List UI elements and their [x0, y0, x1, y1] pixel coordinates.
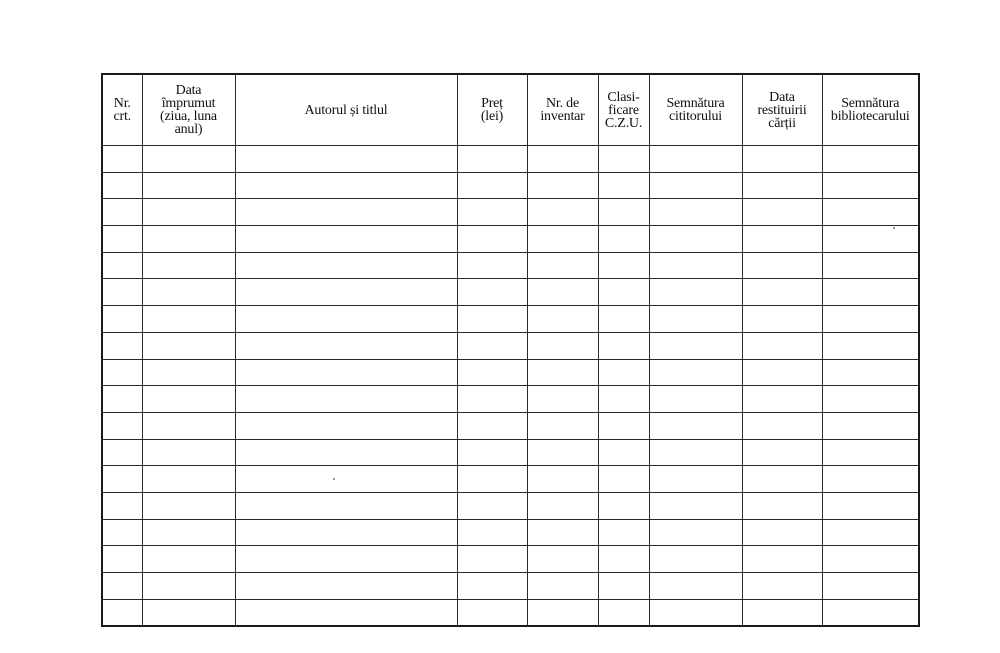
blank-cell-classification[interactable] [598, 252, 649, 279]
blank-cell-nr[interactable] [102, 573, 142, 600]
col-header-reader-signature [649, 74, 742, 146]
table-row [102, 252, 919, 279]
blank-cell-date_loan[interactable] [142, 466, 235, 493]
table-row [102, 146, 919, 173]
blank-cell-reader_signature[interactable] [649, 466, 742, 493]
blank-cell-author_title[interactable] [235, 146, 457, 173]
blank-cell-classification[interactable] [598, 146, 649, 173]
blank-cell-inventory[interactable] [527, 146, 598, 173]
blank-cell-date_loan[interactable] [142, 146, 235, 173]
blank-cell-librarian_signature[interactable] [822, 359, 919, 386]
table-row [102, 199, 919, 226]
blank-cell-price[interactable] [457, 546, 527, 573]
blank-cell-date_loan[interactable] [142, 226, 235, 253]
blank-cell-price[interactable] [457, 519, 527, 546]
blank-cell-inventory[interactable] [527, 306, 598, 333]
blank-cell-nr[interactable] [102, 252, 142, 279]
blank-cell-author_title[interactable] [235, 573, 457, 600]
blank-cell-inventory[interactable] [527, 492, 598, 519]
blank-cell-price[interactable] [457, 332, 527, 359]
blank-cell-reader_signature[interactable] [649, 306, 742, 333]
header-row [102, 74, 919, 146]
blank-cell-nr[interactable] [102, 412, 142, 439]
blank-cell-author_title[interactable] [235, 466, 457, 493]
blank-cell-classification[interactable] [598, 412, 649, 439]
blank-cell-nr[interactable] [102, 172, 142, 199]
blank-cell-librarian_signature[interactable] [822, 332, 919, 359]
blank-cell-author_title[interactable] [235, 332, 457, 359]
blank-cell-author_title[interactable] [235, 439, 457, 466]
blank-cell-reader_signature[interactable] [649, 546, 742, 573]
blank-cell-author_title[interactable] [235, 306, 457, 333]
blank-cell-reader_signature[interactable] [649, 252, 742, 279]
col-header-inventory [527, 74, 598, 146]
blank-cell-classification[interactable] [598, 306, 649, 333]
blank-cell-author_title[interactable] [235, 172, 457, 199]
blank-cell-inventory[interactable] [527, 466, 598, 493]
col-header-librarian-signature-line: Semnătura [841, 96, 900, 111]
blank-cell-date_loan[interactable] [142, 492, 235, 519]
blank-cell-classification[interactable] [598, 439, 649, 466]
blank-cell-price[interactable] [457, 199, 527, 226]
blank-cell-reader_signature[interactable] [649, 172, 742, 199]
col-header-return-date-line: cărții [768, 115, 796, 131]
blank-cell-nr[interactable] [102, 439, 142, 466]
blank-cell-nr[interactable] [102, 359, 142, 386]
blank-cell-author_title[interactable] [235, 492, 457, 519]
blank-cell-reader_signature[interactable] [649, 386, 742, 413]
blank-cell-price[interactable] [457, 573, 527, 600]
loan-register-table [101, 73, 920, 627]
blank-cell-return_date[interactable] [742, 199, 822, 226]
blank-cell-author_title[interactable] [235, 359, 457, 386]
blank-cell-reader_signature[interactable] [649, 359, 742, 386]
blank-cell-nr[interactable] [102, 546, 142, 573]
blank-cell-author_title[interactable] [235, 226, 457, 253]
blank-cell-author_title[interactable] [235, 546, 457, 573]
blank-cell-librarian_signature[interactable] [822, 519, 919, 546]
blank-cell-price[interactable] [457, 172, 527, 199]
blank-cell-price[interactable] [457, 306, 527, 333]
blank-cell-inventory[interactable] [527, 199, 598, 226]
col-header-loan-date-line: (ziua, luna [160, 109, 217, 124]
blank-cell-librarian_signature[interactable] [822, 252, 919, 279]
table-row [102, 573, 919, 600]
table-row [102, 306, 919, 333]
blank-cell-inventory[interactable] [527, 279, 598, 306]
blank-cell-price[interactable] [457, 599, 527, 626]
blank-cell-librarian_signature[interactable] [822, 199, 919, 226]
table-row [102, 172, 919, 199]
blank-cell-date_loan[interactable] [142, 439, 235, 466]
blank-cell-date_loan[interactable] [142, 279, 235, 306]
blank-cell-reader_signature[interactable] [649, 199, 742, 226]
blank-cell-inventory[interactable] [527, 412, 598, 439]
col-header-price-line: Preț [481, 96, 503, 111]
blank-cell-return_date[interactable] [742, 492, 822, 519]
blank-cell-reader_signature[interactable] [649, 279, 742, 306]
table-row [102, 412, 919, 439]
table-row [102, 226, 919, 253]
table-row [102, 492, 919, 519]
blank-cell-reader_signature[interactable] [649, 439, 742, 466]
col-header-classification [598, 74, 649, 146]
blank-cell-librarian_signature[interactable] [822, 146, 919, 173]
blank-cell-author_title[interactable] [235, 412, 457, 439]
blank-cell-return_date[interactable] [742, 466, 822, 493]
blank-cell-nr[interactable] [102, 519, 142, 546]
blank-cell-classification[interactable] [598, 359, 649, 386]
blank-cell-nr[interactable] [102, 386, 142, 413]
blank-cell-return_date[interactable] [742, 519, 822, 546]
blank-cell-author_title[interactable] [235, 252, 457, 279]
blank-cell-nr[interactable] [102, 226, 142, 253]
blank-cell-reader_signature[interactable] [649, 226, 742, 253]
blank-cell-return_date[interactable] [742, 386, 822, 413]
blank-cell-classification[interactable] [598, 332, 649, 359]
blank-cell-date_loan[interactable] [142, 546, 235, 573]
col-header-classification-line: ficare [608, 102, 639, 118]
blank-cell-inventory[interactable] [527, 226, 598, 253]
blank-cell-return_date[interactable] [742, 412, 822, 439]
blank-cell-return_date[interactable] [742, 599, 822, 626]
blank-cell-author_title[interactable] [235, 519, 457, 546]
col-header-return-date-line: Data [769, 89, 795, 105]
col-header-return-date-line: restituirii [757, 102, 807, 118]
table-row [102, 519, 919, 546]
blank-cell-date_loan[interactable] [142, 252, 235, 279]
blank-cell-reader_signature[interactable] [649, 573, 742, 600]
col-header-reader-signature-line: Semnătura [666, 96, 725, 111]
blank-cell-price[interactable] [457, 279, 527, 306]
blank-cell-classification[interactable] [598, 172, 649, 199]
blank-cell-nr[interactable] [102, 279, 142, 306]
blank-cell-librarian_signature[interactable] [822, 306, 919, 333]
table-row [102, 466, 919, 493]
blank-cell-inventory[interactable] [527, 573, 598, 600]
blank-cell-reader_signature[interactable] [649, 599, 742, 626]
blank-cell-librarian_signature[interactable] [822, 492, 919, 519]
col-header-classification-line: Clasi- [607, 89, 640, 105]
blank-cell-date_loan[interactable] [142, 359, 235, 386]
blank-cell-librarian_signature[interactable] [822, 226, 919, 253]
blank-cell-inventory[interactable] [527, 439, 598, 466]
blank-cell-nr[interactable] [102, 599, 142, 626]
blank-cell-nr[interactable] [102, 492, 142, 519]
register-body [102, 146, 919, 627]
blank-cell-return_date[interactable] [742, 226, 822, 253]
table-row [102, 599, 919, 626]
blank-cell-classification[interactable] [598, 466, 649, 493]
blank-cell-author_title[interactable] [235, 199, 457, 226]
blank-cell-return_date[interactable] [742, 252, 822, 279]
blank-cell-date_loan[interactable] [142, 599, 235, 626]
blank-cell-classification[interactable] [598, 546, 649, 573]
blank-cell-nr[interactable] [102, 306, 142, 333]
blank-cell-classification[interactable] [598, 599, 649, 626]
blank-cell-classification[interactable] [598, 279, 649, 306]
blank-cell-price[interactable] [457, 146, 527, 173]
blank-cell-price[interactable] [457, 359, 527, 386]
blank-cell-reader_signature[interactable] [649, 492, 742, 519]
blank-cell-price[interactable] [457, 412, 527, 439]
blank-cell-price[interactable] [457, 466, 527, 493]
blank-cell-nr[interactable] [102, 199, 142, 226]
table-row [102, 386, 919, 413]
blank-cell-reader_signature[interactable] [649, 332, 742, 359]
blank-cell-inventory[interactable] [527, 386, 598, 413]
col-header-inventory-line: inventar [540, 109, 585, 124]
blank-cell-classification[interactable] [598, 226, 649, 253]
blank-cell-date_loan[interactable] [142, 386, 235, 413]
blank-cell-return_date[interactable] [742, 172, 822, 199]
blank-cell-return_date[interactable] [742, 332, 822, 359]
blank-cell-author_title[interactable] [235, 599, 457, 626]
col-header-classification-line: C.Z.U. [604, 115, 643, 131]
blank-cell-price[interactable] [457, 386, 527, 413]
blank-cell-return_date[interactable] [742, 359, 822, 386]
blank-cell-return_date[interactable] [742, 146, 822, 173]
col-header-nr-line: crt. [113, 109, 131, 124]
blank-cell-date_loan[interactable] [142, 306, 235, 333]
table-row [102, 279, 919, 306]
table-row [102, 546, 919, 573]
blank-cell-librarian_signature[interactable] [822, 439, 919, 466]
col-header-loan-date-line: anul) [174, 122, 203, 137]
blank-cell-return_date[interactable] [742, 573, 822, 600]
col-header-inventory-line: Nr. de [545, 96, 579, 111]
blank-cell-nr[interactable] [102, 332, 142, 359]
blank-cell-classification[interactable] [598, 386, 649, 413]
blank-cell-return_date[interactable] [742, 279, 822, 306]
col-header-librarian-signature [822, 74, 919, 146]
blank-cell-inventory[interactable] [527, 252, 598, 279]
col-header-loan-date-line: Data [175, 83, 202, 98]
col-header-price-line: (lei) [480, 109, 504, 124]
col-header-author-title [235, 74, 457, 146]
blank-cell-librarian_signature[interactable] [822, 172, 919, 199]
blank-cell-date_loan[interactable] [142, 519, 235, 546]
blank-cell-date_loan[interactable] [142, 573, 235, 600]
col-header-reader-signature-line: cititorului [668, 109, 722, 124]
blank-cell-inventory[interactable] [527, 359, 598, 386]
col-header-loan-date-line: împrumut [161, 96, 216, 111]
blank-cell-return_date[interactable] [742, 546, 822, 573]
col-header-nr-line: Nr. [113, 96, 131, 111]
blank-cell-price[interactable] [457, 226, 527, 253]
blank-cell-inventory[interactable] [527, 332, 598, 359]
blank-cell-nr[interactable] [102, 146, 142, 173]
blank-cell-librarian_signature[interactable] [822, 279, 919, 306]
blank-cell-date_loan[interactable] [142, 172, 235, 199]
table-row [102, 359, 919, 386]
blank-cell-date_loan[interactable] [142, 412, 235, 439]
blank-cell-librarian_signature[interactable] [822, 386, 919, 413]
blank-cell-reader_signature[interactable] [649, 412, 742, 439]
blank-cell-librarian_signature[interactable] [822, 546, 919, 573]
blank-cell-librarian_signature[interactable] [822, 573, 919, 600]
blank-cell-librarian_signature[interactable] [822, 412, 919, 439]
col-header-return-date [742, 74, 822, 146]
blank-cell-classification[interactable] [598, 492, 649, 519]
blank-cell-price[interactable] [457, 439, 527, 466]
col-header-loan-date [142, 74, 235, 146]
blank-cell-inventory[interactable] [527, 172, 598, 199]
blank-cell-price[interactable] [457, 492, 527, 519]
blank-cell-price[interactable] [457, 252, 527, 279]
scan-speck [893, 227, 895, 229]
blank-cell-date_loan[interactable] [142, 332, 235, 359]
blank-cell-author_title[interactable] [235, 279, 457, 306]
blank-cell-inventory[interactable] [527, 546, 598, 573]
blank-cell-librarian_signature[interactable] [822, 466, 919, 493]
scan-speck [333, 478, 335, 480]
col-header-price [457, 74, 527, 146]
blank-cell-classification[interactable] [598, 519, 649, 546]
blank-cell-author_title[interactable] [235, 386, 457, 413]
blank-cell-inventory[interactable] [527, 519, 598, 546]
table-row [102, 439, 919, 466]
blank-cell-return_date[interactable] [742, 306, 822, 333]
blank-cell-date_loan[interactable] [142, 199, 235, 226]
col-header-nr [102, 74, 142, 146]
library-loan-form [101, 73, 918, 621]
col-header-author-title-line: Autorul și titlul [304, 102, 388, 118]
blank-cell-librarian_signature[interactable] [822, 599, 919, 626]
blank-cell-nr[interactable] [102, 466, 142, 493]
blank-cell-reader_signature[interactable] [649, 146, 742, 173]
blank-cell-inventory[interactable] [527, 599, 598, 626]
blank-cell-reader_signature[interactable] [649, 519, 742, 546]
blank-cell-classification[interactable] [598, 573, 649, 600]
blank-cell-return_date[interactable] [742, 439, 822, 466]
col-header-librarian-signature-line: bibliotecarului [830, 109, 910, 124]
table-row [102, 332, 919, 359]
blank-cell-classification[interactable] [598, 199, 649, 226]
